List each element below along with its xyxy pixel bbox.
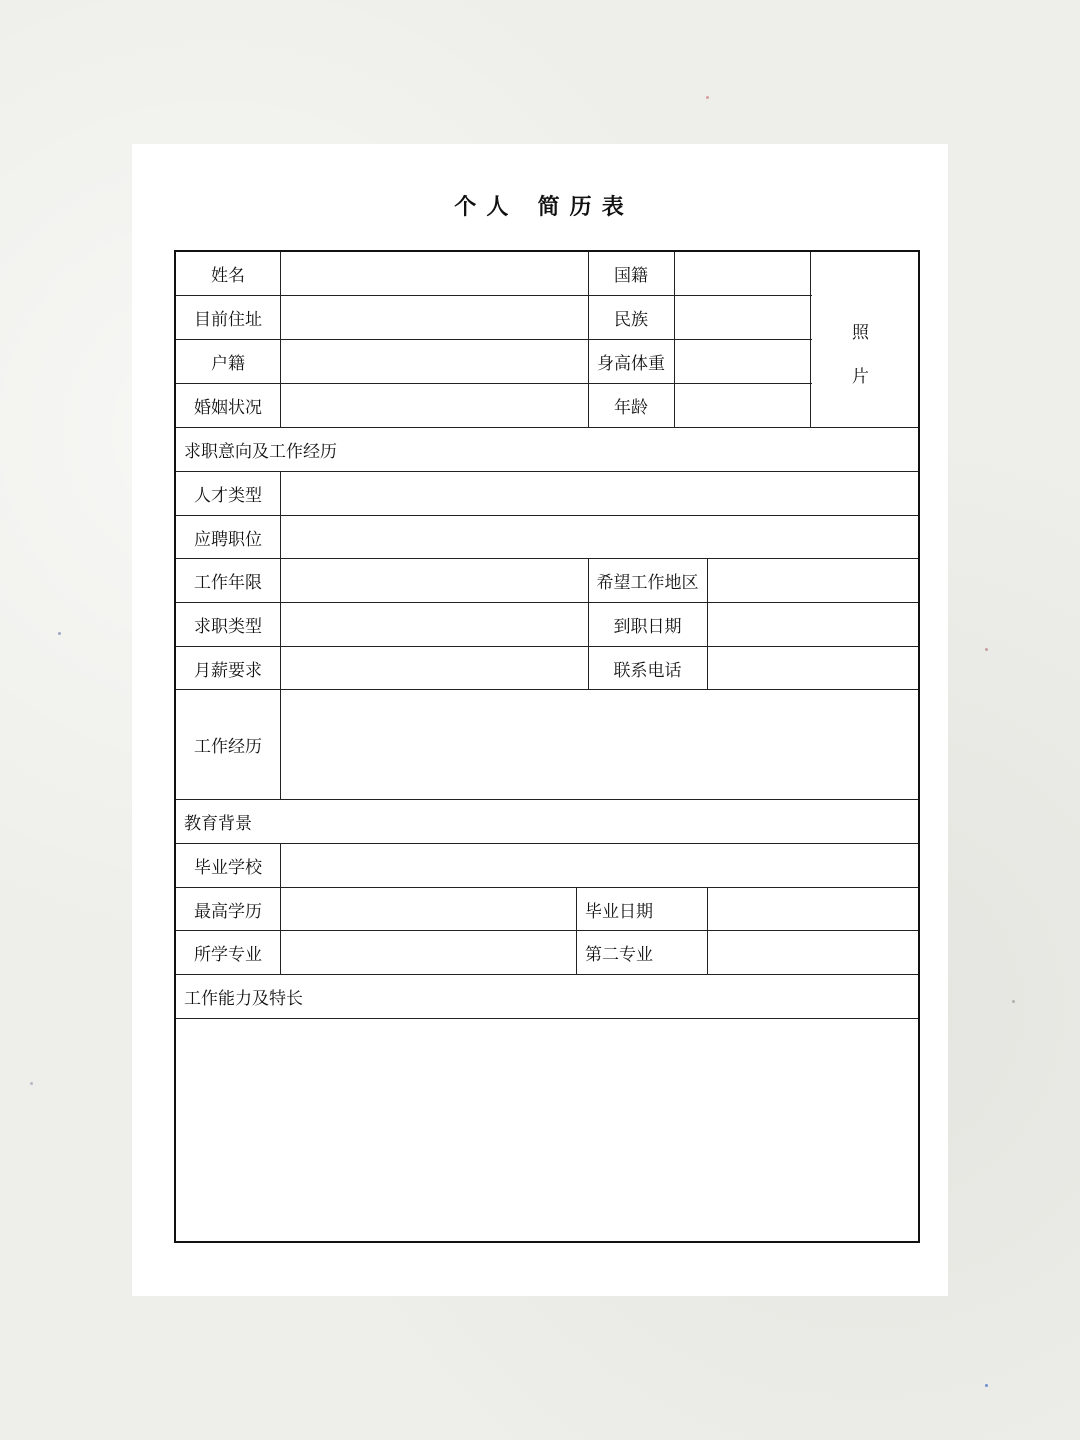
- name-field[interactable]: [281, 252, 588, 295]
- grad-date-field[interactable]: [708, 888, 918, 930]
- degree-field[interactable]: [281, 888, 576, 930]
- ethnicity-field[interactable]: [675, 296, 810, 339]
- paper-speck: [30, 1082, 33, 1085]
- desired-region-field[interactable]: [708, 559, 918, 602]
- grad-date-label: 毕业日期: [585, 901, 653, 922]
- second-major-label: 第二专业: [585, 945, 653, 965]
- age-label: 年龄: [614, 398, 648, 418]
- start-date-label: 到职日期: [613, 617, 682, 637]
- major-field[interactable]: [281, 931, 576, 974]
- skills-field[interactable]: [176, 1019, 918, 1241]
- title-char: 简: [537, 195, 562, 220]
- height-weight-label: 身高体重: [597, 354, 665, 374]
- talent-type-field[interactable]: [281, 472, 918, 515]
- school-field[interactable]: [281, 844, 918, 887]
- education-section-heading: 教育背景: [184, 814, 252, 834]
- talent-type-label: 人才类型: [194, 486, 262, 506]
- height-weight-field[interactable]: [675, 340, 810, 383]
- position-field[interactable]: [281, 516, 918, 558]
- work-years-field[interactable]: [281, 559, 588, 602]
- degree-label: 最高学历: [194, 901, 262, 922]
- photo-label-char: 照: [852, 323, 869, 343]
- paper-speck: [58, 632, 61, 635]
- age-field[interactable]: [675, 384, 810, 427]
- marital-field[interactable]: [281, 384, 588, 427]
- paper-speck: [706, 96, 709, 99]
- salary-field[interactable]: [281, 647, 588, 689]
- work-history-field[interactable]: [281, 690, 918, 799]
- phone-field[interactable]: [708, 647, 918, 689]
- major-label: 所学专业: [194, 945, 262, 965]
- start-date-field[interactable]: [708, 603, 918, 646]
- household-label: 户籍: [211, 354, 245, 374]
- job-type-label: 求职类型: [194, 617, 262, 637]
- second-major-field[interactable]: [708, 931, 918, 974]
- nationality-label: 国籍: [614, 266, 648, 286]
- ethnicity-label: 民族: [614, 310, 648, 330]
- address-label: 目前住址: [194, 310, 262, 330]
- title-char: 历: [569, 195, 594, 220]
- marital-label: 婚姻状况: [194, 398, 262, 418]
- nationality-field[interactable]: [675, 252, 810, 295]
- household-field[interactable]: [281, 340, 588, 383]
- title-char: 表: [601, 195, 626, 220]
- title-char: 个: [454, 195, 479, 220]
- phone-label: 联系电话: [613, 660, 682, 681]
- work-history-label: 工作经历: [194, 737, 262, 757]
- salary-label: 月薪要求: [194, 660, 262, 681]
- work-years-label: 工作年限: [194, 573, 262, 593]
- job-section-heading: 求职意向及工作经历: [184, 442, 337, 462]
- school-label: 毕业学校: [194, 858, 262, 878]
- paper-speck: [985, 648, 988, 651]
- paper-speck: [1012, 1000, 1015, 1003]
- skills-section-heading: 工作能力及特长: [184, 989, 303, 1009]
- page-title: [0, 190, 1080, 221]
- name-label: 姓名: [211, 266, 245, 286]
- resume-form-table: [174, 250, 920, 1243]
- position-label: 应聘职位: [194, 529, 262, 550]
- address-field[interactable]: [281, 296, 588, 339]
- photo-label-char: 片: [852, 367, 869, 387]
- paper-speck: [985, 1384, 988, 1387]
- job-type-field[interactable]: [281, 603, 588, 646]
- title-char: 人: [486, 195, 511, 220]
- desired-region-label: 希望工作地区: [596, 573, 699, 593]
